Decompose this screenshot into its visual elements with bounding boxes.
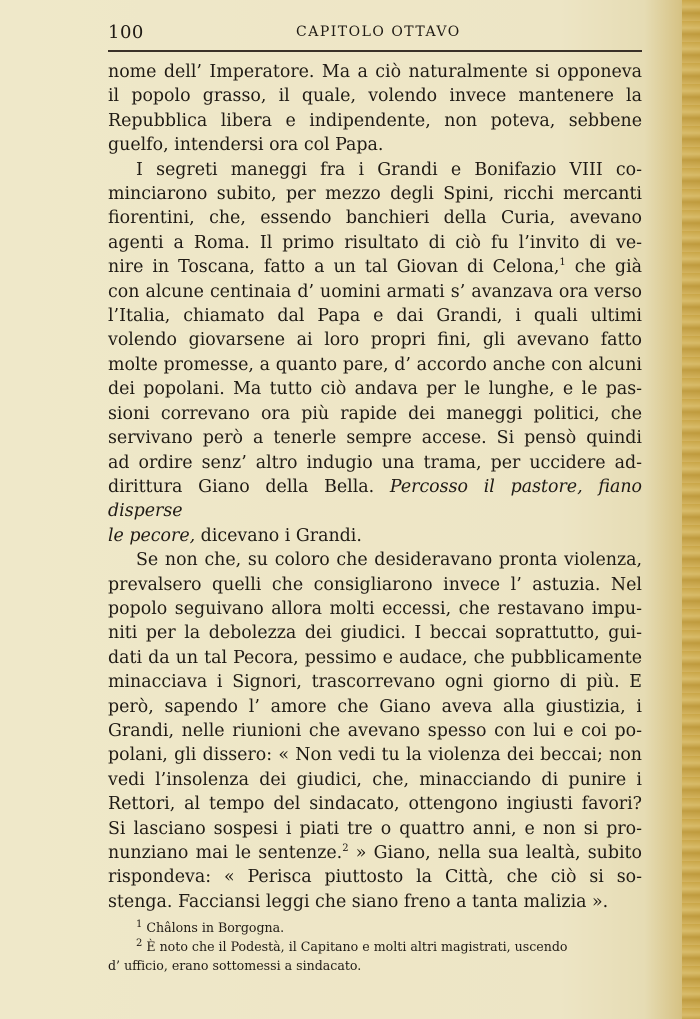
text-line: rispondeva: « Perisca piuttosto la Città, che ciò si so- (108, 867, 642, 888)
text-segment: dirittura Giano della Bella. (108, 476, 390, 497)
text-line: volendo giovarsene ai loro propri fini, gli avevano fatto (108, 330, 642, 351)
text-line: polani, gli dissero: « Non vedi tu la violenza dei beccai; non (108, 745, 642, 766)
text-line: dati da un tal Pecora, pessimo e audace, che pubblicamente (108, 647, 642, 668)
footnote-ref-1[interactable]: 1 (559, 257, 566, 269)
text-line: servivano però a tenerle sempre accese. Si pensò quindi (108, 428, 642, 449)
text-line: vedi l’insolenza dei giudici, che, minacciando di punire i (108, 769, 642, 790)
text-line: Rettori, al tempo del sindacato, ottengono ingiusti favori? (108, 794, 642, 815)
footnote-2-continued: d’ ufficio, erano sottomessi a sindacato. (108, 958, 362, 973)
footnote-mark: 1 (136, 918, 143, 930)
text-line: dei popolani. Ma tutto ciò andava per le lunghe, e le pas- (108, 379, 642, 400)
footnote-text: È noto che il Podestà, il Capitano e molti altri magistrati, uscendo (142, 939, 568, 954)
text-line: Repubblica libera e indipendente, non poteva, sebbene (108, 110, 642, 131)
text-line (108, 524, 642, 548)
footnote-2 (108, 937, 642, 956)
text-line: nome dell’ Imperatore. Ma a ciò naturalmente si opponeva (108, 62, 642, 82)
text-line: con alcune centinaia d’ uomini armati s’ avanzava ora verso (108, 281, 642, 302)
text-line (108, 255, 642, 279)
running-header (108, 22, 642, 50)
text-line: Se non che, su coloro che desideravano pronta violenza, (136, 550, 642, 571)
text-segment: nunziano mai le sentenze. (108, 843, 343, 863)
header-rule (108, 50, 642, 52)
text-segment: che già (565, 257, 642, 278)
text-line: agenti a Roma. Il primo risultato di ciò fu l’invito di ve- (108, 232, 642, 253)
text-line: prevalsero quelli che consigliarono invece l’ astuzia. Nel (108, 574, 642, 595)
footnotes (108, 918, 642, 975)
text-line: Si lasciano sospesi i piati tre o quattro anni, e non si pro- (108, 818, 642, 839)
text-line: ad ordire senz’ altro indugio una trama, per uccidere ad- (108, 452, 642, 473)
text-line: minacciava i Signori, trascorrevano ogni giorno di più. E (108, 672, 642, 693)
italic-quote: le pecore, (108, 525, 196, 546)
text-line: I segreti maneggi fra i Grandi e Bonifazio VIII co- (136, 159, 642, 180)
text-segment: » Giano, nella sua lealtà, subito (348, 843, 642, 863)
page-edge-stain (682, 0, 700, 1019)
text-line: però, sapendo l’ amore che Giano aveva alla giustizia, i (108, 696, 642, 717)
text-line (108, 841, 642, 865)
running-title: CAPITOLO OTTAVO (296, 24, 461, 40)
text-line: il popolo grasso, il quale, volendo invece mantenere la (108, 86, 642, 107)
body-text (108, 60, 642, 914)
text-line: niti per la debolezza dei giudici. I beccai soprattutto, gui- (108, 623, 642, 644)
text-line: sioni correvano ora più rapide dei maneggi politici, che (108, 403, 642, 424)
text-line: popolo seguivano allora molti eccessi, che restavano impu- (108, 598, 642, 619)
text-line: minciarono subito, per mezzo degli Spini, ricchi mercanti (108, 184, 642, 205)
text-line: stenga. Facciansi leggi che siano freno a tanta malizia ». (108, 891, 609, 912)
text-line: Grandi, nelle riunioni che avevano spesso con lui e coi po- (108, 720, 642, 741)
text-segment: dicevano i Grandi. (195, 525, 362, 546)
footnote-mark: 2 (136, 937, 143, 949)
text-line: molte promesse, a quanto pare, d’ accordo anche con alcuni (108, 354, 642, 375)
page-number: 100 (108, 22, 144, 43)
text-segment: nire in Toscana, fatto a un tal Giovan di Celona, (108, 257, 560, 278)
text-line: fiorentini, che, essendo banchieri della Curia, avevano (108, 208, 642, 229)
footnote-ref-2[interactable]: 2 (342, 843, 349, 855)
text-line: l’Italia, chiamato dal Papa e dai Grandi, i quali ultimi (108, 306, 642, 327)
footnote-1 (108, 918, 642, 937)
footnote-text: Châlons in Borgogna. (142, 920, 285, 935)
text-line: guelfo, intendersi ora col Papa. (108, 135, 384, 156)
italic-quote: Percosso il pastore, fiano disperse (108, 476, 642, 522)
text-line (108, 475, 642, 524)
